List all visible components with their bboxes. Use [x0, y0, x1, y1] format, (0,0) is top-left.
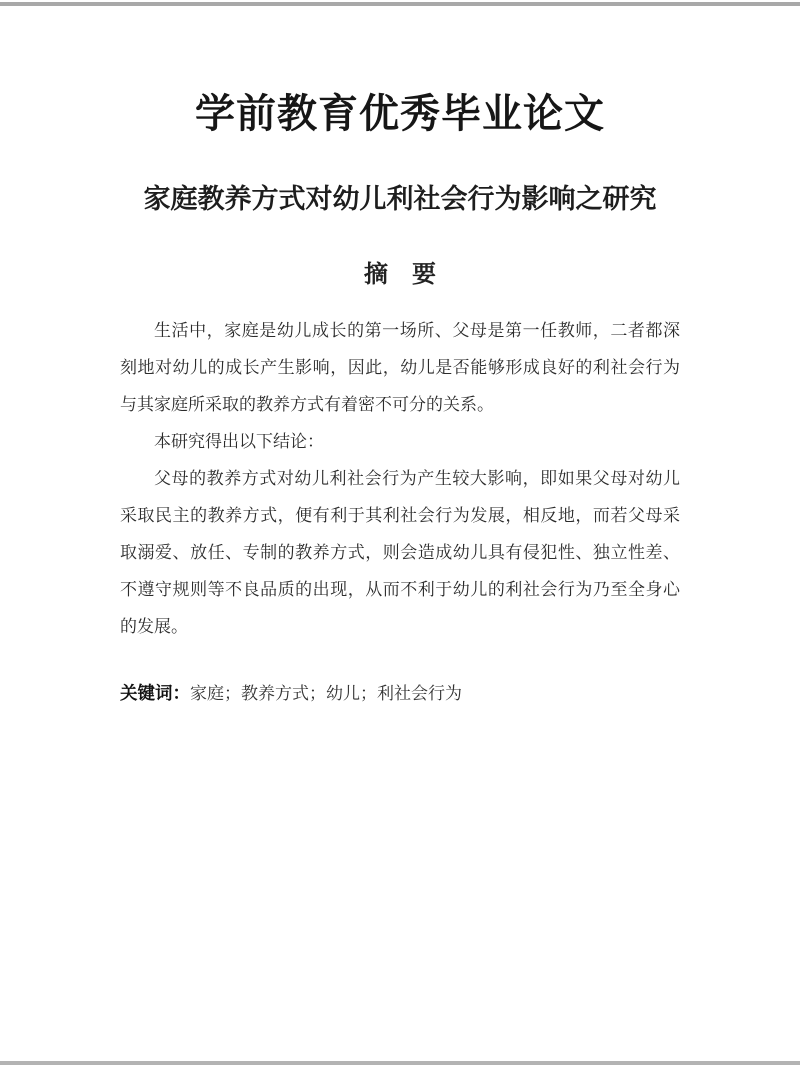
abstract-paragraph: 生活中，家庭是幼儿成长的第一场所、父母是第一任教师，二者都深刻地对幼儿的成长产生影响，因此，幼儿是否能够形成良好的利社会行为与其家庭所采取的教养方式有着密不可分的关系。	[120, 321, 680, 414]
abstract-paragraph: 父母的教养方式对幼儿利社会行为产生较大影响，即如果父母对幼儿采取民主的教养方式，便有利于其利社会行为发展，相反地，而若父母采取溺爱、放任、专制的教养方式，则会造成幼儿具有侵犯性、独立性差、不遵守规则等不良品质的出现，从而不利于幼儿的利社会行为乃至全身心的发展。	[120, 469, 680, 636]
thesis-subtitle: 家庭教养方式对幼儿利社会行为影响之研究	[143, 184, 657, 214]
abstract-paragraph: 本研究得出以下结论：	[154, 432, 324, 451]
keywords-label: 关键词：	[120, 683, 190, 703]
keywords-text: 家庭；教养方式；幼儿；利社会行为	[190, 684, 462, 703]
thesis-title: 学前教育优秀毕业论文	[195, 92, 605, 136]
scan-edge-bottom	[0, 1061, 800, 1065]
abstract-body	[120, 312, 680, 645]
keywords-line	[120, 681, 680, 706]
abstract-heading: 摘 要	[364, 262, 436, 288]
